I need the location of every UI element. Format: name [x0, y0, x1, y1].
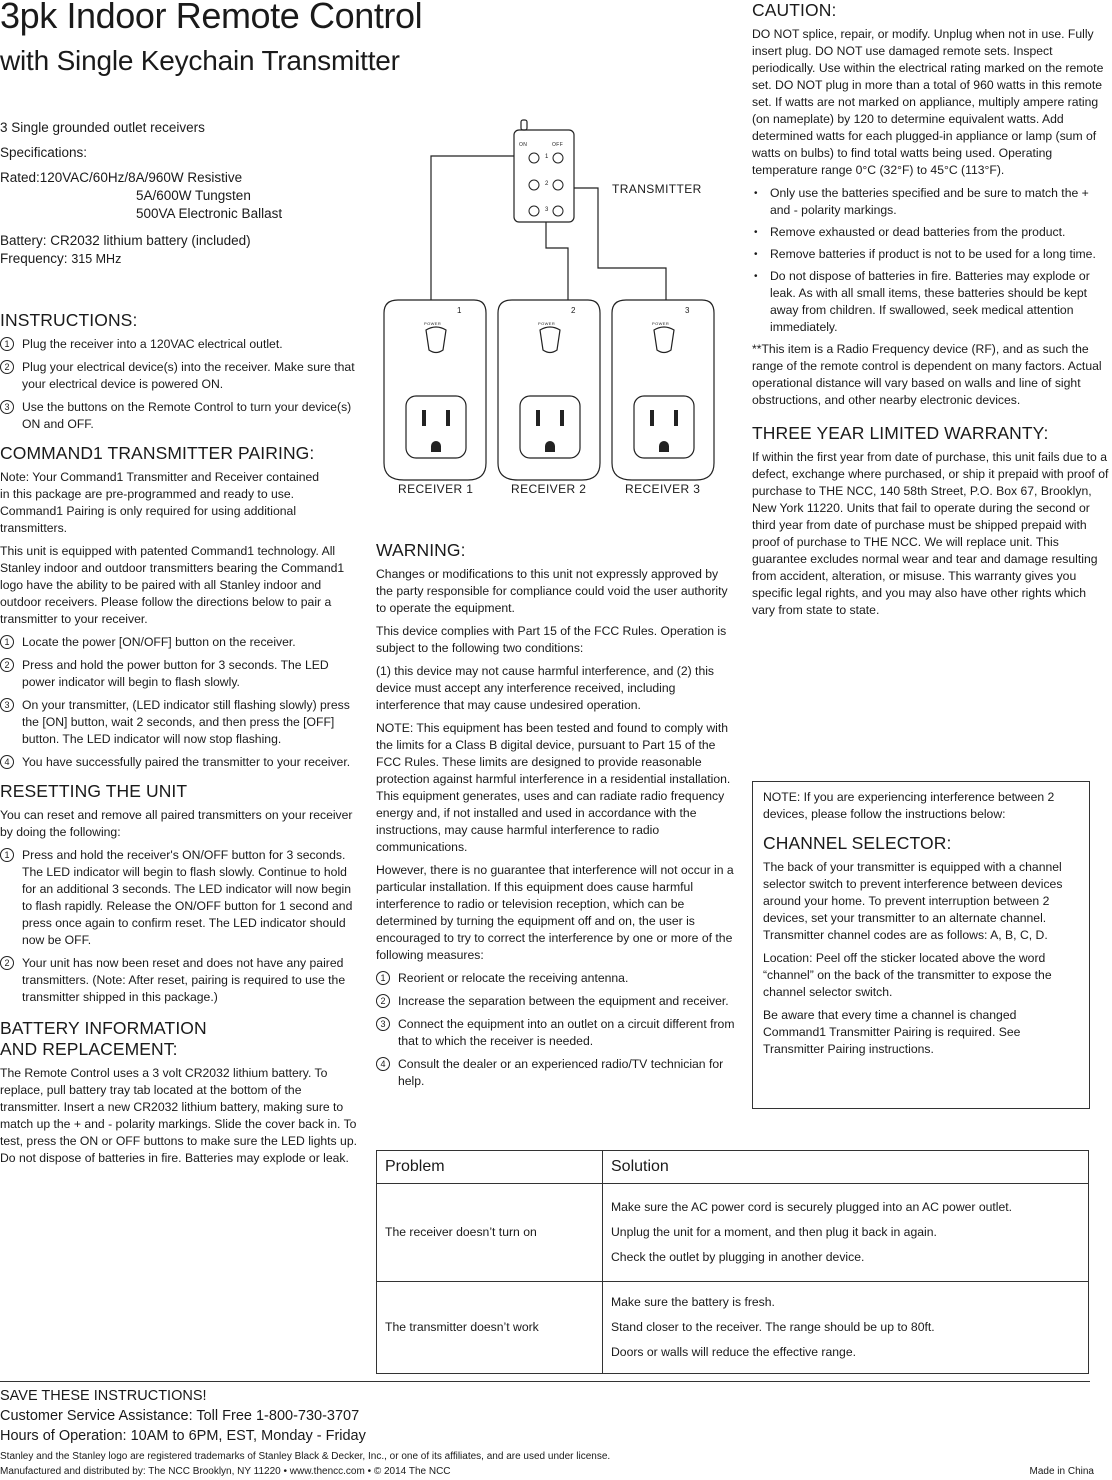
- table-row: [377, 1282, 1089, 1374]
- resetting-body: You can reset and remove all paired transmitters on your receiver by doing the following:: [0, 808, 353, 839]
- solution-column-header: Solution: [603, 1151, 1089, 1184]
- left-column: [0, 310, 364, 1173]
- list-item: • Only use the batteries specified and be sure to match the + and - polarity markings.: [752, 185, 1110, 219]
- list-item: 2 Increase the separation between the equipment and receiver.: [376, 993, 736, 1010]
- resetting-list: [0, 847, 364, 1006]
- pairing-note: Note: Your Command1 Transmitter and Receiver contained in this package are pre-programmed and ready to use. Command1 Pairing is only required for using additional transmitters.: [0, 470, 320, 535]
- channel-p2: Location: Peel off the sticker located above the word “channel” on the back of the transmitter to expose the channel selector switch.: [763, 951, 1052, 999]
- caution-bullets: [752, 185, 1110, 336]
- frequency-line: [0, 249, 320, 269]
- power-label-2: POWER: [538, 321, 556, 326]
- list-item: 3 Connect the equipment into an outlet on a circuit different from that to which the receiver is needed.: [376, 1016, 736, 1050]
- list-item: 4 You have successfully paired the transmitter to your receiver.: [0, 754, 364, 771]
- warning-heading: WARNING:: [376, 540, 466, 560]
- warning-measures-list: [376, 970, 736, 1090]
- channel-note: NOTE: If you are experiencing interference between 2 devices, please follow the instructions below:: [763, 790, 1055, 821]
- instructions-heading: INSTRUCTIONS:: [0, 310, 138, 330]
- warranty-heading: THREE YEAR LIMITED WARRANTY:: [752, 423, 1049, 443]
- frequency-value: 315 MHz: [71, 252, 122, 266]
- table-header-row: [377, 1151, 1089, 1184]
- list-item: • Remove batteries if product is not to be used for a long time.: [752, 246, 1110, 263]
- caution-body: DO NOT splice, repair, or modify. Unplug when not in use. Fully insert plug. DO NOT use damaged remote sets. Inspect periodically. Use within the electrical rating marked on the remote set. DO NOT plug in more than a total of 960 watts in this remote set. If watts are not marked on appliance, multiply ampere rating (on nameplate) by 120 to determine equivalent watts. Add determined watts for each plugged-in appliance or lamp (sum of watts on bulbs) to find total watts being used. Operating temperature range 0°C (32°F) to 45°C (113°F).: [752, 27, 1104, 177]
- warning-p4: NOTE: This equipment has been tested and found to comply with the limits for a Class B digital device, pursuant to Part 15 of the FCC Rules. These limits are designed to provide reasonable protection against harmful interference in a residential installation. This equipment generates, uses and can radiate radio frequency energy and, if not installed and used in accordance with the instructions, may cause harmful interference to radio communications.: [376, 721, 731, 854]
- receiver-number-2: 2: [571, 306, 576, 315]
- battery-heading-2: AND REPLACEMENT:: [0, 1039, 178, 1059]
- off-label: OFF: [552, 142, 564, 148]
- transmitter-channel-1: 1: [545, 154, 549, 160]
- rf-note: **This item is a Radio Frequency device (RF), and as such the range of the remote control is dependent on many factors. Actual operational distance will vary based on walls and line of sight obstructions, and other nearby electronic devices.: [752, 342, 1102, 407]
- list-item: • Remove exhausted or dead batteries from the product.: [752, 224, 1110, 241]
- battery-line: Battery: CR2032 lithium battery (included): [0, 233, 251, 248]
- battery-body: The Remote Control uses a 3 volt CR2032 lithium battery. To replace, pull battery tray tab located at the bottom of the transmitter. Insert a new CR2032 lithium battery, making sure to match up the + and - polarity markings. Slide the cover back in. To test, press the ON or OFF buttons to make sure the LED lights up. Do not dispose of batteries in fire. Batteries may explode or leak.: [0, 1066, 357, 1165]
- power-label-1: POWER: [424, 321, 442, 326]
- on-label: ON: [519, 142, 528, 148]
- channel-selector-box: [752, 781, 1090, 1109]
- warning-section: [376, 540, 736, 1096]
- page-title: 3pk Indoor Remote Control: [0, 0, 423, 36]
- receiver-label-3: RECEIVER 3: [625, 482, 701, 496]
- instructions-list: [0, 336, 364, 433]
- list-item: 2 Plug your electrical device(s) into the receiver. Make sure that your electrical device is powered ON.: [0, 359, 364, 393]
- warning-p1: Changes or modifications to this unit not expressly approved by the party responsible for compliance could void the user authority to operate the equipment.: [376, 567, 728, 615]
- right-column: [752, 0, 1110, 625]
- frequency-label: Frequency:: [0, 251, 68, 266]
- list-item: 1 Reorient or relocate the receiving antenna.: [376, 970, 736, 987]
- solution-cell: Make sure the battery is fresh. Stand closer to the receiver. The range should be up to 80ft. Doors or walls will reduce the effective range.: [603, 1282, 1089, 1374]
- transmitter-channel-3: 3: [545, 207, 549, 213]
- problem-column-header: Problem: [377, 1151, 603, 1184]
- channel-heading: CHANNEL SELECTOR:: [763, 833, 952, 853]
- receiver-number-3: 3: [685, 306, 690, 315]
- list-item: 3 On your transmitter, (LED indicator still flashing slowly) press the [ON] button, wait 2 seconds, and then press the [OFF] button. The LED indicator will now stop flashing.: [0, 697, 364, 748]
- transmitter-channel-2: 2: [545, 181, 549, 187]
- diagram-drawing: [376, 118, 736, 503]
- problem-cell: The receiver doesn’t turn on: [377, 1184, 603, 1282]
- warning-p2: This device complies with Part 15 of the FCC Rules. Operation is subject to the following two conditions:: [376, 624, 727, 655]
- warning-p5: However, there is no guarantee that interference will not occur in a particular installation. If this equipment does cause harmful interference to radio or television reception, which can be determined by turning the equipment off and on, the user is encouraged to try to correct the interference by one or more of the following measures:: [376, 863, 734, 962]
- warning-p3: (1) this device may not cause harmful interference, and (2) this device must accept any interference received, including interference that may cause undesired operation.: [376, 664, 715, 712]
- pairing-heading: COMMAND1 TRANSMITTER PAIRING:: [0, 443, 315, 463]
- footer-divider: [0, 1381, 1090, 1382]
- power-label-3: POWER: [652, 321, 670, 326]
- receiver-number-1: 1: [457, 306, 462, 315]
- solution-cell: Make sure the AC power cord is securely plugged into an AC power outlet. Unplug the unit for a moment, and then plug it back in again. Check the outlet by plugging in another device.: [603, 1184, 1089, 1282]
- page-subtitle: with Single Keychain Transmitter: [0, 45, 400, 76]
- resetting-heading: RESETTING THE UNIT: [0, 781, 188, 801]
- hours-of-operation: Hours of Operation: 10AM to 6PM, EST, Monday - Friday: [0, 1428, 366, 1444]
- list-item: 1 Press and hold the receiver's ON/OFF button for 3 seconds. The LED indicator will begin to flash slowly. Continue to hold for an additional 3 seconds. The LED indicator will now begin to flash rapidly. Release the ON/OFF button for 1 second and press once again to confirm reset. The LED indicator should now be OFF.: [0, 847, 364, 949]
- list-item: 4 Consult the dealer or an experienced radio/TV technician for help.: [376, 1056, 736, 1090]
- pairing-body: This unit is equipped with patented Command1 technology. All Stanley indoor and outdoor transmitters bearing the Command1 logo have the ability to be paired with all Stanley indoor and outdoor receivers. Please follow the directions below to pair a transmitter to your receiver.: [0, 544, 345, 626]
- specifications-heading: Specifications:: [0, 145, 88, 160]
- product-diagram: [376, 118, 736, 503]
- footer: [0, 1386, 366, 1446]
- table-row: [377, 1184, 1089, 1282]
- battery-heading-1: BATTERY INFORMATION: [0, 1018, 207, 1038]
- channel-p1: The back of your transmitter is equipped with a channel selector switch to prevent interference between devices around your home. To prevent interruption between 2 devices, set your transmitter to an alternate channel. Transmitter channel codes are as follows: A, B, C, D.: [763, 860, 1063, 942]
- save-instructions: SAVE THESE INSTRUCTIONS!: [0, 1388, 207, 1404]
- made-in: Made in China: [1029, 1466, 1094, 1477]
- rated-line-1: Rated:120VAC/60Hz/8A/960W Resistive: [0, 170, 243, 185]
- customer-service: Customer Service Assistance: Toll Free 1-800-730-3707: [0, 1408, 360, 1424]
- problem-cell: The transmitter doesn’t work: [377, 1282, 603, 1374]
- transmitter-label: TRANSMITTER: [612, 182, 702, 196]
- receiver-label-2: RECEIVER 2: [511, 482, 587, 496]
- rated-line-2: 5A/600W Tungsten: [136, 188, 251, 203]
- rated-line-3: 500VA Electronic Ballast: [136, 206, 283, 221]
- trademark-notice: Stanley and the Stanley logo are registered trademarks of Stanley Black & Decker, Inc., or one of its affiliates, and are used under license.: [0, 1451, 611, 1462]
- list-item: 1 Locate the power [ON/OFF] button on the receiver.: [0, 634, 364, 651]
- pairing-list: [0, 634, 364, 771]
- troubleshooting-table: [376, 1150, 1089, 1374]
- list-item: 2 Press and hold the power button for 3 seconds. The LED power indicator will begin to flash slowly.: [0, 657, 364, 691]
- warranty-body: If within the first year from date of purchase, this unit fails due to a defect, exchange where purchased, or ship it prepaid with proof of purchase to THE NCC, 140 58th Street, P.O. Box 67, Brooklyn, New York 11220. Units that fail to operate during the second or third year from date of purchase must be shipped prepaid with proof of purchase to THE NCC. We will replace unit. This guarantee excludes normal wear and tear and damage resulting from accident, alteration, or misuse. This warranty gives you specific legal rights, and you may also have other rights which vary from state to state.: [752, 450, 1109, 617]
- list-item: 1 Plug the receiver into a 120VAC electrical outlet.: [0, 336, 364, 353]
- caution-heading: CAUTION:: [752, 0, 837, 20]
- list-item: 2 Your unit has now been reset and does not have any paired transmitters. (Note: After reset, pairing is required to use the transmitter shipped in this package.): [0, 955, 364, 1006]
- outlets-line: 3 Single grounded outlet receivers: [0, 120, 205, 135]
- channel-p3: Be aware that every time a channel is changed Command1 Transmitter Pairing is required. See Transmitter Pairing instructions.: [763, 1008, 1021, 1056]
- list-item: 3 Use the buttons on the Remote Control to turn your device(s) ON and OFF.: [0, 399, 364, 433]
- receiver-label-1: RECEIVER 1: [398, 482, 474, 496]
- list-item: • Do not dispose of batteries in fire. Batteries may explode or leak. As with all small items, these batteries should be kept away from children. If swallowed, seek medical attention immediately.: [752, 268, 1110, 336]
- manufacturer-notice: Manufactured and distributed by: The NCC Brooklyn, NY 11220 • www.thencc.com • © 2014 The NCC: [0, 1466, 451, 1477]
